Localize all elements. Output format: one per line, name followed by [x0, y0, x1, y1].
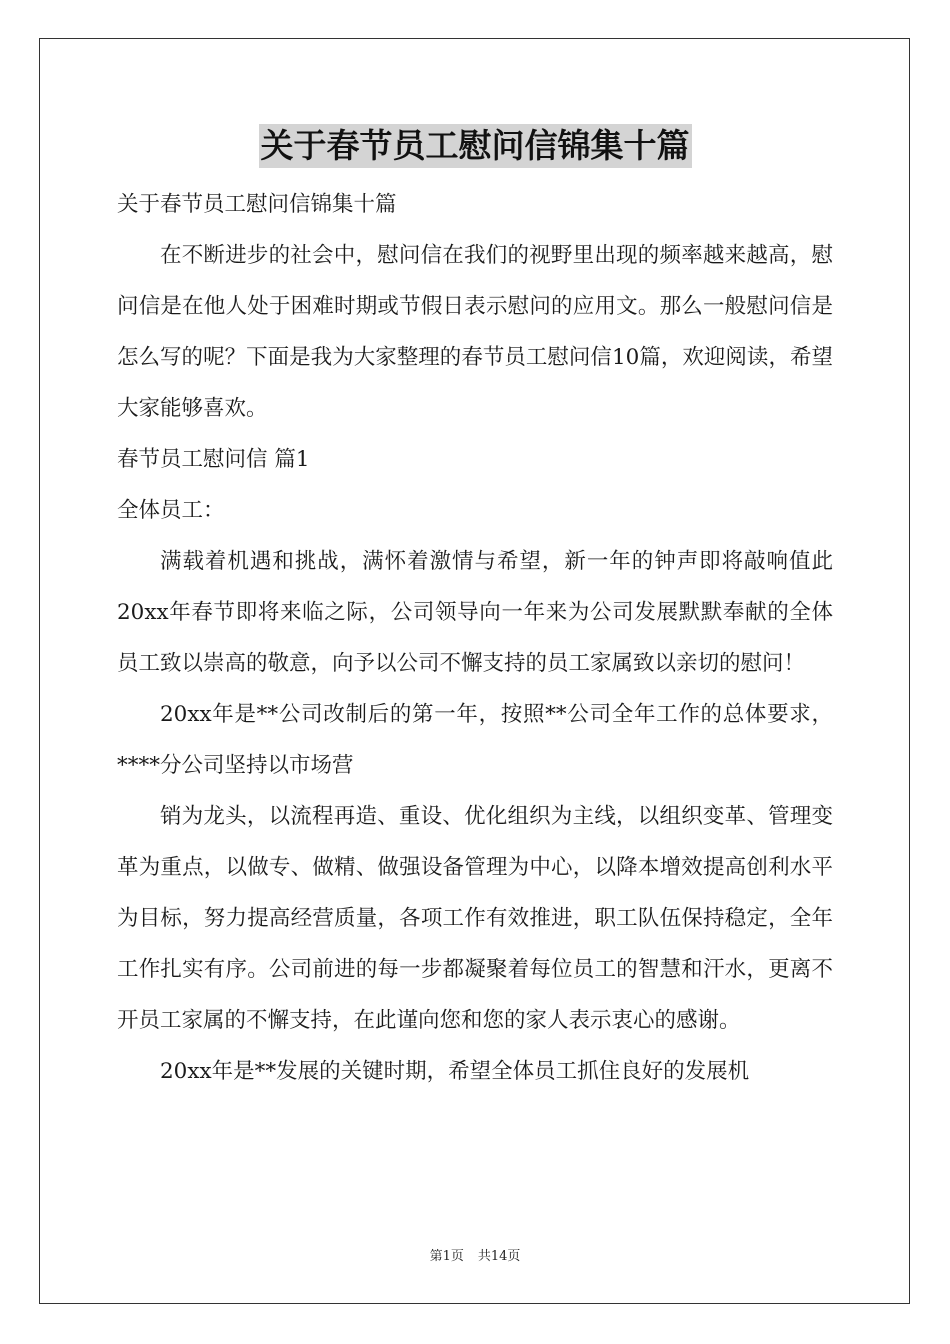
title-wrap — [0, 124, 950, 168]
body-paragraph: 销为龙头，以流程再造、重设、优化组织为主线，以组织变革、管理变革为重点，以做专、做精、做强设备管理为中心，以降本增效提高创利水平为目标，努力提高经营质量，各项工作有效推进，职工队伍保持稳定，全年工作扎实有序。公司前进的每一步都凝聚着每位员工的智慧和汗水，更离不开员工家属的不懈支持，在此谨向您和您的家人表示衷心的感谢。 — [117, 804, 833, 1033]
subtitle-line: 关于春节员工慰问信锦集十篇 — [117, 192, 397, 217]
section-heading: 春节员工慰问信 篇1 — [117, 447, 310, 472]
body-paragraph: 满载着机遇和挑战，满怀着激情与希望，新一年的钟声即将敲响值此20xx年春节即将来临之际，公司领导向一年来为公司发展默默奉献的全体员工致以崇高的敬意，向予以公司不懈支持的员工家属致以亲切的慰问！ — [117, 549, 833, 676]
document-title: 关于春节员工慰问信锦集十篇 — [259, 124, 692, 168]
body-paragraph: 20xx年是**公司改制后的第一年，按照**公司全年工作的总体要求，****分公司坚持以市场营 — [117, 702, 833, 778]
salutation: 全体员工： — [117, 498, 225, 523]
page-footer — [0, 1247, 950, 1267]
page-total: 共14页 — [477, 1249, 521, 1264]
intro-paragraph: 在不断进步的社会中，慰问信在我们的视野里出现的频率越来越高，慰问信是在他人处于困难时期或节假日表示慰问的应用文。那么一般慰问信是怎么写的呢？下面是我为大家整理的春节员工慰问信10篇，欢迎阅读，希望大家能够喜欢。 — [117, 243, 833, 421]
page-number: 第1页 — [429, 1249, 464, 1264]
body-paragraph: 20xx年是**发展的关键时期，希望全体员工抓住良好的发展机 — [160, 1059, 750, 1084]
document-body — [117, 179, 833, 1097]
